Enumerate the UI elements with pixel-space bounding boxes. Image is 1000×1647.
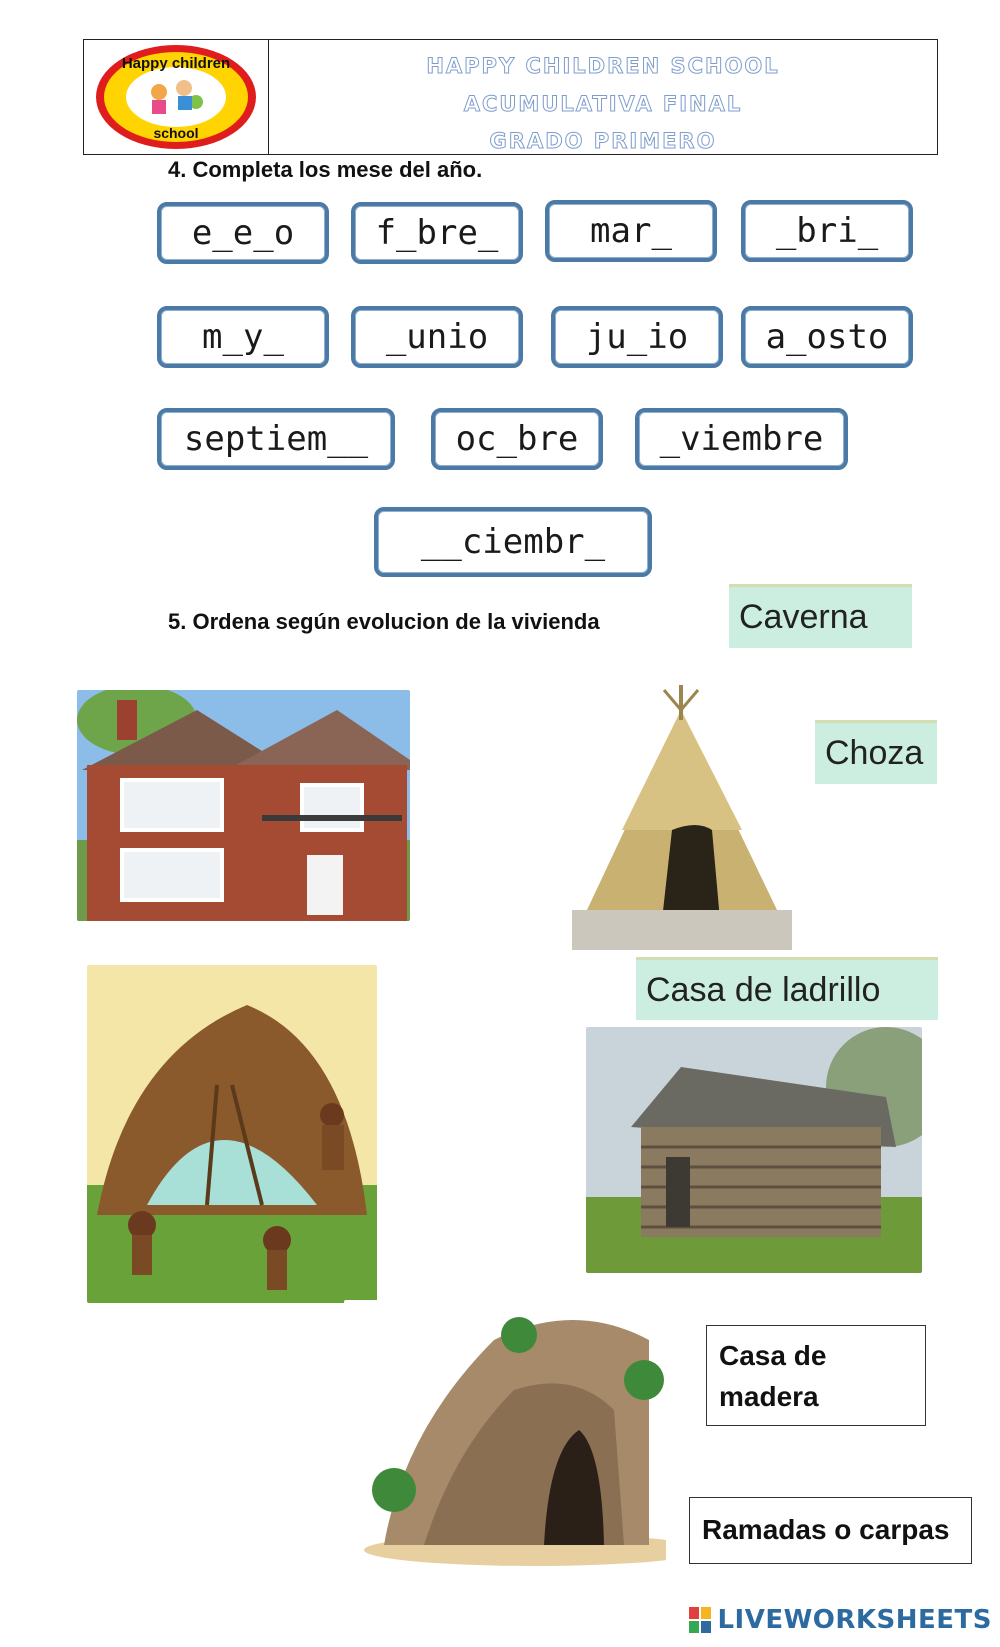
month-box-diciembre[interactable] — [374, 507, 652, 577]
section-4-title: 4. Completa los mese del año. — [168, 157, 483, 182]
label-choza[interactable]: Choza — [815, 720, 937, 784]
month-text: f_bre_ — [375, 213, 499, 253]
brick-house-image — [77, 690, 410, 921]
month-box-agosto[interactable] — [741, 306, 913, 368]
header-line-1: HAPPY CHILDREN SCHOOL — [426, 54, 780, 78]
month-text: ju_io — [585, 317, 689, 357]
header-titles — [269, 40, 937, 154]
logo-cell — [84, 40, 269, 154]
cave-image — [344, 1300, 666, 1568]
month-text: e_e_o — [191, 213, 295, 253]
label-casa-ladrillo[interactable]: Casa de ladrillo — [636, 957, 938, 1020]
logo-text-bottom: school — [153, 125, 199, 141]
section-5-title: 5. Ordena según evolucion de la vivienda — [168, 609, 600, 634]
month-box-febrero[interactable] — [351, 202, 523, 264]
month-text: _bri_ — [775, 211, 879, 251]
month-box-mayo[interactable] — [157, 306, 329, 368]
log-cabin-image — [586, 1027, 922, 1273]
month-box-junio[interactable] — [351, 306, 523, 368]
month-text: m_y_ — [202, 317, 284, 357]
liveworksheets-brand — [689, 1605, 992, 1635]
month-box-noviembre[interactable] — [635, 408, 848, 470]
month-text: _viembre — [659, 419, 824, 459]
logo-text-top: Happy children — [121, 55, 231, 72]
liveworksheets-logo-icon — [689, 1607, 711, 1633]
month-text: _unio — [385, 317, 489, 357]
month-text: septiem__ — [183, 419, 369, 459]
school-logo — [84, 40, 269, 154]
month-box-septiembre[interactable] — [157, 408, 395, 470]
straw-hut-image — [552, 680, 810, 950]
month-text: a_osto — [765, 317, 889, 357]
month-box-enero[interactable] — [157, 202, 329, 264]
label-caverna[interactable]: Caverna — [729, 584, 912, 648]
label-casa-madera[interactable] — [706, 1325, 926, 1426]
label-casa-madera-line1: Casa de — [719, 1340, 827, 1371]
month-text: oc_bre — [455, 419, 579, 459]
month-box-marzo[interactable] — [545, 200, 717, 262]
month-text: __ciembr_ — [420, 522, 606, 562]
label-ramadas[interactable]: Ramadas o carpas — [689, 1497, 972, 1564]
label-casa-madera-line2: madera — [719, 1380, 819, 1412]
month-box-abril[interactable] — [741, 200, 913, 262]
tent-image — [87, 965, 377, 1303]
header-line-3: GRADO PRIMERO — [489, 129, 717, 153]
brand-text: LIVEWORKSHEETS — [717, 1605, 992, 1635]
month-text: mar_ — [590, 211, 672, 251]
month-box-octubre[interactable] — [431, 408, 603, 470]
month-box-julio[interactable] — [551, 306, 723, 368]
header-line-2: ACUMULATIVA FINAL — [463, 92, 743, 116]
school-header — [83, 39, 938, 155]
